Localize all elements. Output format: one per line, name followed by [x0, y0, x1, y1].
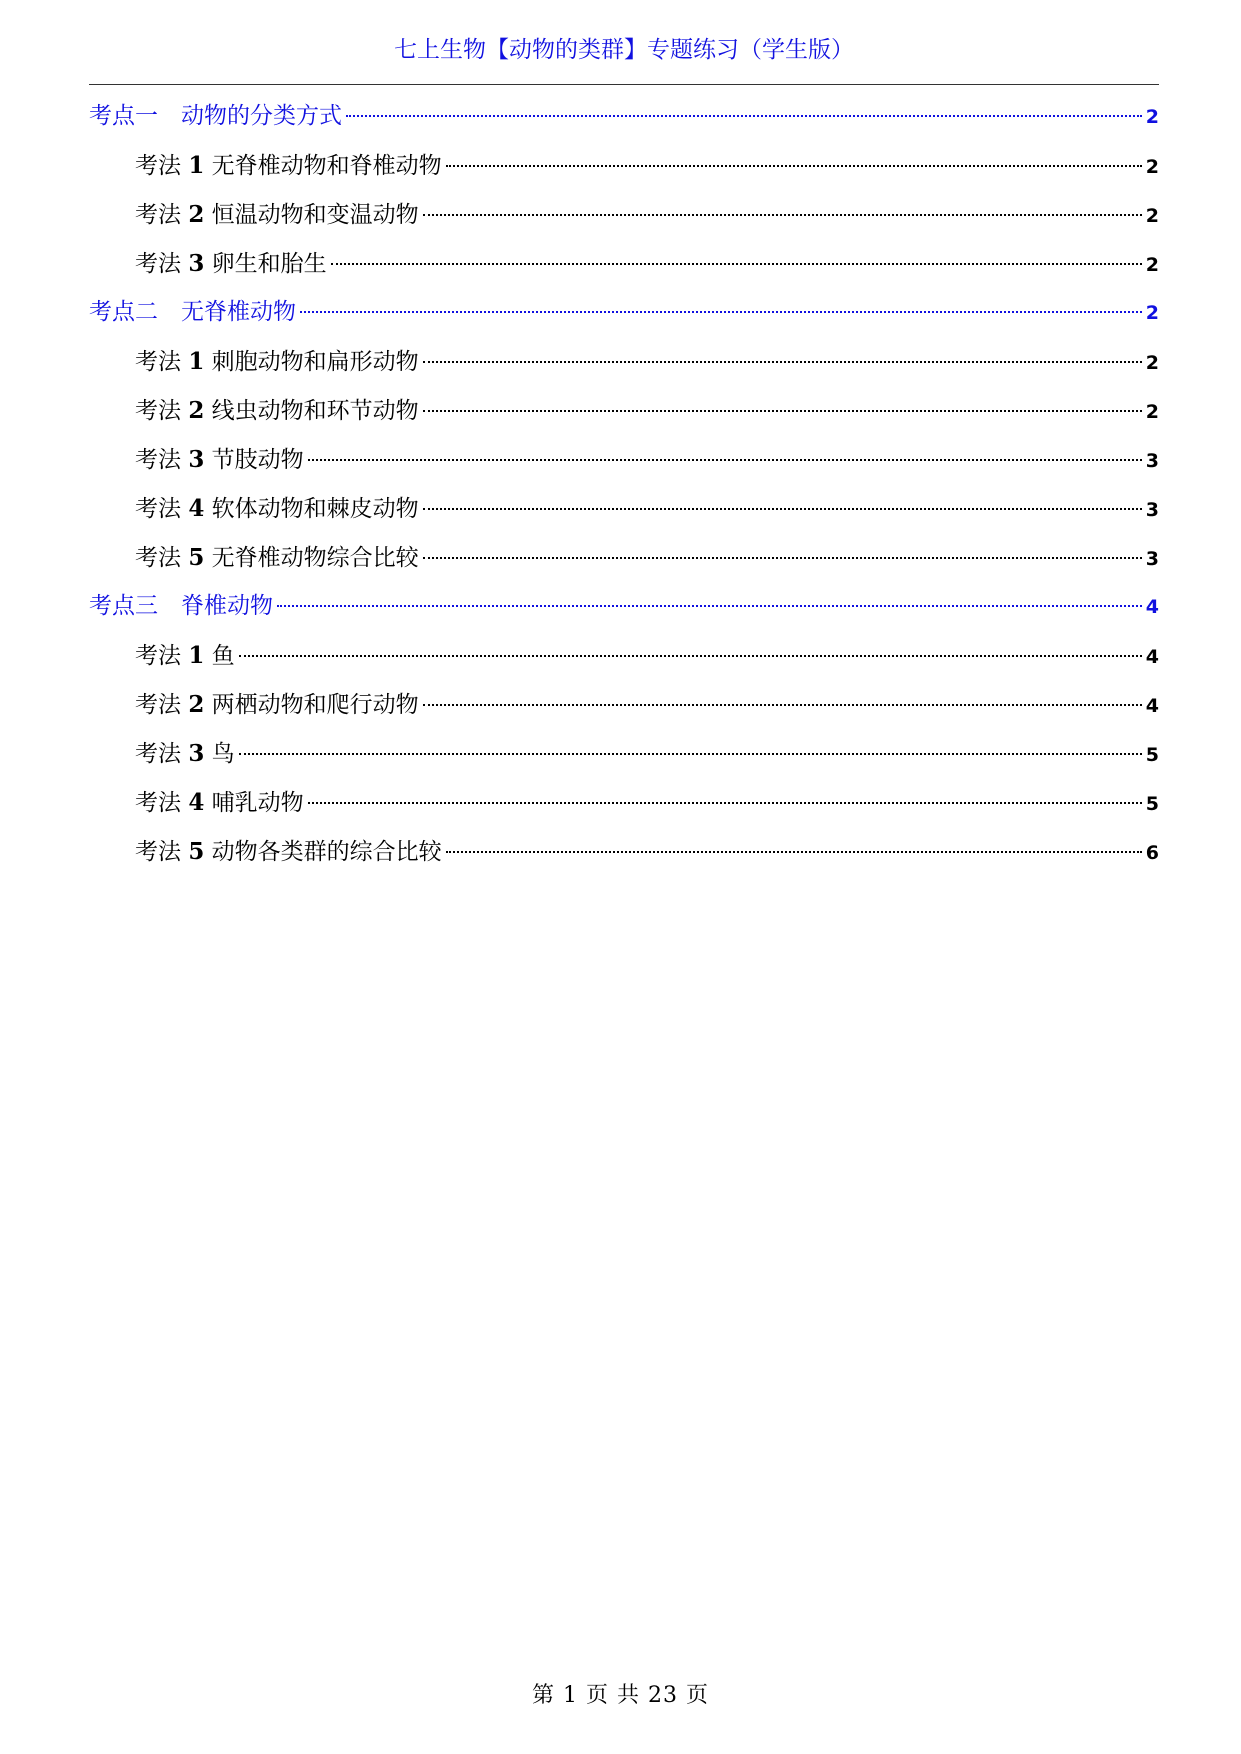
toc-subsection-link[interactable] — [89, 484, 1159, 533]
toc-entry-label — [135, 778, 304, 828]
toc-entry-title: 恒温动物和变温动物 — [211, 202, 419, 228]
toc-dot-leader — [446, 851, 1142, 853]
page-number-footer: 第 1 页 共 23 页 — [532, 1683, 709, 1708]
toc-dot-leader — [446, 165, 1142, 167]
toc-entry-label — [135, 631, 235, 681]
toc-page-number: 2 — [1145, 106, 1159, 128]
toc-subsection-link[interactable] — [89, 435, 1159, 484]
toc-entry-label — [135, 827, 442, 877]
toc-entry-prefix: 考法 — [135, 496, 181, 522]
toc-page-number: 3 — [1145, 548, 1159, 570]
toc-dot-leader — [239, 753, 1142, 755]
toc-entry-label — [89, 582, 273, 631]
toc-entry-title: 卵生和胎生 — [211, 251, 327, 277]
toc-entry-prefix: 考法 — [135, 153, 181, 179]
toc-entry-number: 1 — [188, 642, 205, 669]
toc-page-number: 2 — [1145, 205, 1159, 227]
toc-dot-leader — [331, 263, 1142, 265]
toc-dot-leader — [423, 361, 1142, 363]
toc-entry-prefix: 考法 — [135, 251, 181, 277]
toc-page-number: 2 — [1145, 401, 1159, 423]
toc-dot-leader — [346, 115, 1142, 117]
toc-entry-label — [135, 141, 442, 191]
toc-subsection-link[interactable] — [89, 533, 1159, 582]
header-divider — [89, 84, 1159, 85]
toc-section-link[interactable] — [89, 92, 1159, 141]
toc-dot-leader — [308, 802, 1142, 804]
toc-subsection-link[interactable] — [89, 239, 1159, 288]
toc-dot-leader — [423, 704, 1142, 706]
toc-entry-label — [135, 680, 419, 730]
page-title: 七上生物【动物的类群】专题练习（学生版） — [394, 37, 854, 63]
toc-entry-title: 无脊椎动物综合比较 — [211, 545, 419, 571]
toc-entry-title: 无脊椎动物 — [181, 299, 296, 325]
toc-entry-title: 刺胞动物和扁形动物 — [211, 349, 419, 375]
toc-section-link[interactable] — [89, 288, 1159, 337]
toc-entry-number: 4 — [188, 495, 205, 522]
toc-entry-number: 2 — [188, 691, 205, 718]
toc-subsection-link[interactable] — [89, 141, 1159, 190]
toc-entry-number: 2 — [188, 201, 205, 228]
toc-subsection-link[interactable] — [89, 827, 1159, 876]
toc-entry-number: 2 — [188, 397, 205, 424]
toc-entry-title: 两栖动物和爬行动物 — [211, 692, 419, 718]
toc-entry-label — [89, 92, 342, 141]
toc-entry-number: 5 — [188, 838, 205, 865]
toc-dot-leader — [423, 214, 1142, 216]
toc-entry-title: 鱼 — [211, 643, 235, 669]
toc-page-number: 5 — [1145, 793, 1159, 815]
toc-entry-title: 脊椎动物 — [181, 593, 273, 619]
toc-entry-prefix: 考法 — [135, 692, 181, 718]
toc-entry-prefix: 考法 — [135, 202, 181, 228]
toc-entry-prefix: 考法 — [135, 790, 181, 816]
toc-entry-prefix: 考法 — [135, 447, 181, 473]
toc-subsection-link[interactable] — [89, 337, 1159, 386]
toc-page-number: 3 — [1145, 499, 1159, 521]
toc-entry-prefix: 考点一 — [89, 103, 158, 129]
toc-entry-prefix: 考点三 — [89, 593, 158, 619]
toc-entry-title: 动物的分类方式 — [181, 103, 342, 129]
toc-entry-prefix: 考法 — [135, 643, 181, 669]
toc-page-number: 6 — [1145, 842, 1159, 864]
toc-entry-number: 4 — [188, 789, 205, 816]
toc-subsection-link[interactable] — [89, 680, 1159, 729]
toc-entry-prefix: 考法 — [135, 545, 181, 571]
toc-entry-title: 软体动物和棘皮动物 — [211, 496, 419, 522]
toc-dot-leader — [423, 557, 1142, 559]
toc-dot-leader — [423, 410, 1142, 412]
toc-dot-leader — [423, 508, 1142, 510]
toc-entry-number: 3 — [188, 740, 205, 767]
toc-subsection-link[interactable] — [89, 729, 1159, 778]
toc-subsection-link[interactable] — [89, 190, 1159, 239]
toc-entry-prefix: 考法 — [135, 349, 181, 375]
toc-entry-label — [135, 484, 419, 534]
toc-page-number: 4 — [1145, 695, 1159, 717]
toc-page-number: 4 — [1145, 646, 1159, 668]
toc-entry-prefix: 考法 — [135, 398, 181, 424]
toc-entry-label — [135, 190, 419, 240]
toc-page-number: 2 — [1145, 254, 1159, 276]
toc-entry-label — [135, 533, 419, 583]
toc-entry-title: 节肢动物 — [211, 447, 304, 473]
toc-page-number: 2 — [1145, 352, 1159, 374]
toc-subsection-link[interactable] — [89, 778, 1159, 827]
toc-page-number: 2 — [1145, 302, 1159, 324]
toc-entry-title: 动物各类群的综合比较 — [211, 839, 442, 865]
toc-entry-number: 3 — [188, 446, 205, 473]
toc-entry-prefix: 考法 — [135, 839, 181, 865]
toc-page-number: 4 — [1145, 596, 1159, 618]
toc-entry-label — [89, 288, 296, 337]
toc-subsection-link[interactable] — [89, 631, 1159, 680]
toc-entry-title: 哺乳动物 — [211, 790, 304, 816]
toc-entry-number: 3 — [188, 250, 205, 277]
toc-dot-leader — [277, 605, 1142, 607]
toc-subsection-link[interactable] — [89, 386, 1159, 435]
toc-entry-label — [135, 239, 327, 289]
toc-entry-prefix: 考法 — [135, 741, 181, 767]
toc-page-number: 5 — [1145, 744, 1159, 766]
toc-entry-label — [135, 337, 419, 387]
toc-entry-title: 无脊椎动物和脊椎动物 — [211, 153, 442, 179]
toc-entry-label — [135, 729, 235, 779]
toc-entry-title: 鸟 — [211, 741, 235, 767]
toc-dot-leader — [308, 459, 1142, 461]
toc-page-number: 3 — [1145, 450, 1159, 472]
toc-entry-prefix: 考点二 — [89, 299, 158, 325]
toc-section-link[interactable] — [89, 582, 1159, 631]
toc-entry-title: 线虫动物和环节动物 — [211, 398, 419, 424]
toc-dot-leader — [239, 655, 1142, 657]
toc-dot-leader — [300, 311, 1142, 313]
table-of-contents — [89, 92, 1159, 876]
toc-page-number: 2 — [1145, 156, 1159, 178]
toc-entry-label — [135, 386, 419, 436]
toc-entry-number: 1 — [188, 152, 205, 179]
toc-entry-label — [135, 435, 304, 485]
toc-entry-number: 1 — [188, 348, 205, 375]
toc-entry-number: 5 — [188, 544, 205, 571]
